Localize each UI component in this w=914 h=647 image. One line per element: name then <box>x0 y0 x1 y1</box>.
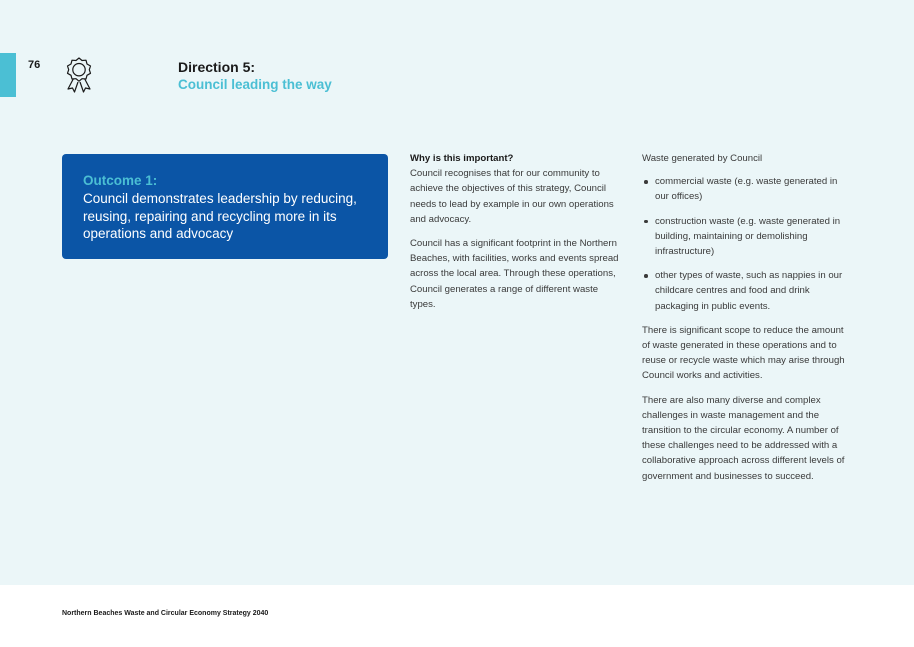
direction-title: Direction 5: <box>178 59 256 75</box>
waste-type-list <box>642 174 847 314</box>
paragraph: Council has a significant footprint in the Northern Beaches, with facilities, works and events spread across the local area. Through these operations, Council generates a range of different waste types. <box>410 238 619 310</box>
outcome-callout <box>62 154 388 259</box>
award-ribbon-icon <box>63 56 95 94</box>
waste-types-column <box>642 151 847 493</box>
paragraph: There are also many diverse and complex challenges in waste management and the transition to the circular economy. A number of these challenges need to be addressed with a collaborative approach across different levels of government and businesses to succeed. <box>642 394 845 482</box>
list-item: other types of waste, such as nappies in our childcare centres and food and drink packaging in public events. <box>642 268 847 314</box>
footer-document-title: Northern Beaches Waste and Circular Economy Strategy 2040 <box>62 610 269 617</box>
direction-subtitle: Council leading the way <box>178 77 332 92</box>
section-tab-marker <box>0 53 16 97</box>
list-item: construction waste (e.g. waste generated in building, maintaining or demolishing infrastructure) <box>642 214 847 260</box>
paragraph: Council recognises that for our community to achieve the objectives of this strategy, Council needs to lead by example in our own operations and advocacy. <box>410 168 614 225</box>
waste-intro: Waste generated by Council <box>642 153 763 164</box>
outcome-label: Outcome 1: <box>83 173 158 188</box>
page-number: 76 <box>28 59 41 71</box>
why-important-heading: Why is this important? <box>410 153 514 164</box>
list-item: commercial waste (e.g. waste generated in our offices) <box>642 174 847 204</box>
outcome-text: Council demonstrates leadership by reducing, reusing, repairing and recycling more in its operations and advocacy <box>83 191 357 241</box>
why-important-column <box>410 151 625 321</box>
paragraph: There is significant scope to reduce the amount of waste generated in these operations and to reuse or recycle waste which may arise through Council works and activities. <box>642 324 845 382</box>
